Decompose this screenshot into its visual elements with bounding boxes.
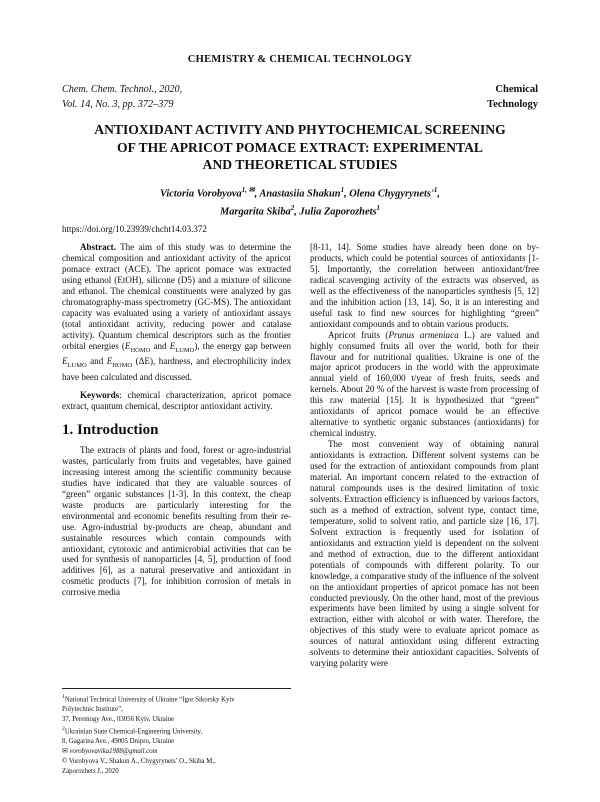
author-separator: , — [254, 188, 260, 200]
doi-link[interactable]: https://doi.org/10.23939/chcht14.03.372 — [62, 224, 207, 234]
journal-title: CHEMISTRY & CHEMICAL TECHNOLOGY — [187, 54, 413, 65]
article-title — [80, 121, 520, 174]
title-line-3: AND THEORETICAL STUDIES — [202, 157, 398, 172]
email-icon: ✉ — [62, 748, 68, 756]
keywords: Keywords: chemical characterization, apricot pomace extract, quantum chemical, descriptor antioxidant activity. — [62, 390, 291, 411]
citation-line-1: Chem. Chem. Technol., 2020, — [62, 84, 183, 95]
citation — [62, 82, 182, 112]
author-separator: , — [294, 206, 300, 218]
author-affiliation: 1 — [376, 204, 380, 213]
author-affiliation: 1 — [340, 186, 345, 194]
email[interactable]: ✉ vorobyovavika1988@gmail.com — [62, 748, 158, 756]
abstract-label: Abstract. — [80, 242, 116, 252]
section-heading-introduction: 1. Introduction — [62, 421, 159, 438]
footnotes: $^1$National Technical University of Ukraine “Igor Sikorsky Kyiv Polytechnic Institute”, 37, Peremogy Ave., 03056 Kyiv, Ukraine $^2$Ukrainian State Chemical-Engineering University, 8, Gagarina Ave., 49005 Dnipro, Ukraine ✉ vorobyovavika1988@gmail.com © Vorobyova V., Shakun A., Chygyrynets’ O., Skiba M., Zaporozhets J., 2020 — [62, 688, 291, 777]
copyright: © Vorobyova V., Shakun A., Chygyrynets’ O., Skiba M., — [62, 757, 216, 765]
keywords-label: Keywords — [80, 390, 120, 401]
author-affiliation: 1, ✉ — [241, 186, 255, 194]
author-name: Margarita Skiba — [219, 206, 291, 218]
author-name: Anastasiia Shakun — [259, 188, 341, 200]
citation-line-2: Vol. 14, No. 3, pp. 372–379 — [62, 99, 174, 110]
author-name: Victoria Vorobyova — [160, 188, 242, 200]
author-affiliation: 1 — [433, 186, 438, 194]
author-separator: , — [344, 188, 350, 200]
affiliation-1: $^1$National Technical University of Ukraine “Igor Sikorsky Kyiv — [62, 694, 235, 704]
author-name: Olena Chygyrynets' — [349, 188, 434, 200]
author-line-1 — [90, 183, 510, 201]
intro-paragraph-cont: [8-11, 14]. Some studies have already been done on by-products, which could be potential sources of antioxidants [1-5]. Importantly, the correlation between antioxidant/free radical scavenging activity of the extracts was observed, as well as the effectiveness of the nanoparticles synthesis [5, 12] and the inhibition action [13, 14]. So, it is an interesting and useful task to find new sources for highlighting “green” antioxidant compounds and to obtain various products. — [310, 242, 539, 329]
author-line-2 — [90, 201, 510, 219]
brand-line-2: Technology — [487, 99, 538, 110]
journal-brand — [487, 82, 538, 112]
left-column — [62, 242, 291, 598]
author-affiliation: 2 — [290, 204, 295, 213]
right-column — [310, 242, 539, 669]
affiliation-2: $^2$Ukrainian State Chemical-Engineering University, — [62, 725, 203, 736]
title-line-2: OF THE APRICOT POMACE EXTRACT: EXPERIMENTAL — [117, 139, 483, 155]
author-separator: , — [437, 188, 440, 200]
abstract: Abstract. The aim of this study was to determine the chemical composition and antioxidant activity of the apricot pomace extract (ACE). The apricot pomace was extracted using ethanol (EtOH), silicone (D5) and a mixture of silicone and ethanol. The chemical constituents were analyzed by gas chromatography-mass spectrometry (GC-MS). The antioxidant capacity was evaluated using a variety of antioxidant assays (total antioxidant activity, reducing power and catalase activity). Quantum chemical descriptors such as the frontier orbital energies ($E_{HOMO}$ and $E_{LUMO}$), the energy gap between $E_{LUMO}$ and $E_{HOMO}$ (ΔE), hardness, and electrophilicity index have been calculated and discussed. — [62, 242, 292, 383]
author-name: Julia Zaporozhets — [299, 206, 377, 218]
intro-paragraph-apricot: Apricot fruits (Prunus armeniaca L.) are valued and highly consumed fruits all over the world, both for their flavour and for nutritional qualities. Ukraine is one of the major apricot producers in the world with the approximate annual yield of 160,000 t/year of fresh fruits, seeds and kernels. About 20 % of the harvest is waste from processing of this raw material [15]. It is hypothesized that “green” antioxidants of apricot pomace would be an effective alternative to synthetic organic substances (antioxidants) for chemical industry. — [310, 329, 539, 439]
brand-line-1: Chemical — [495, 84, 538, 95]
author-list — [90, 183, 510, 220]
title-line-1: ANTIOXIDANT ACTIVITY AND PHYTOCHEMICAL SCREENING — [94, 122, 506, 137]
intro-paragraph-extraction: The most convenient way of obtaining natural antioxidants is extraction. Different solvent systems can be used for the extraction of antioxidant compounds from plant material. An important concern related to the extraction of natural compounds uses is the desired limitation of toxic solvents. Extraction efficiency is influenced by various factors, such as a method of extraction, solvent type, contact time, temperature, solid to solvent ratio, and particle size [16, 17]. Solvent extraction is frequently used for isolation of antioxidants and extraction yield is dependent on the solvent and method of extraction, due to the different antioxidant potentials of compounds with different polarity. To our knowledge, a comparative study of the influence of the solvent on the antioxidant properties of apricot pomace has not been conducted previously. On the other hand, most of the previous experiments have been limited by using a single solvent for extraction, either with alcohol or with water. Therefore, the objectives of this study were to evaluate apricot pomace as sources of natural antioxidant using different extracting solvents to determine their antioxidant capacities. Solvents of varying polarity were — [310, 439, 539, 669]
intro-paragraph: The extracts of plants and food, forest or agro-industrial wastes, particularly from fruits and vegetables, have gained increasing interest among the scientific community because studies have indicated that they are valuable sources of “green” organic substances [1-3]. In this context, the cheap waste products are particularly interesting for the environmental and economic benefits resulting from their re-use. Agro-industrial by-products are cheap, abundant and sustainable resources which contain compounds with antioxidant, cytotoxic and antimicrobial activities that can be used for synthesis of nanoparticles [4, 5], production of food additives [6], as a natural preservative and antioxidant in cosmetic products [7], for inhibition corrosion of metals in corrosive media — [62, 444, 291, 598]
